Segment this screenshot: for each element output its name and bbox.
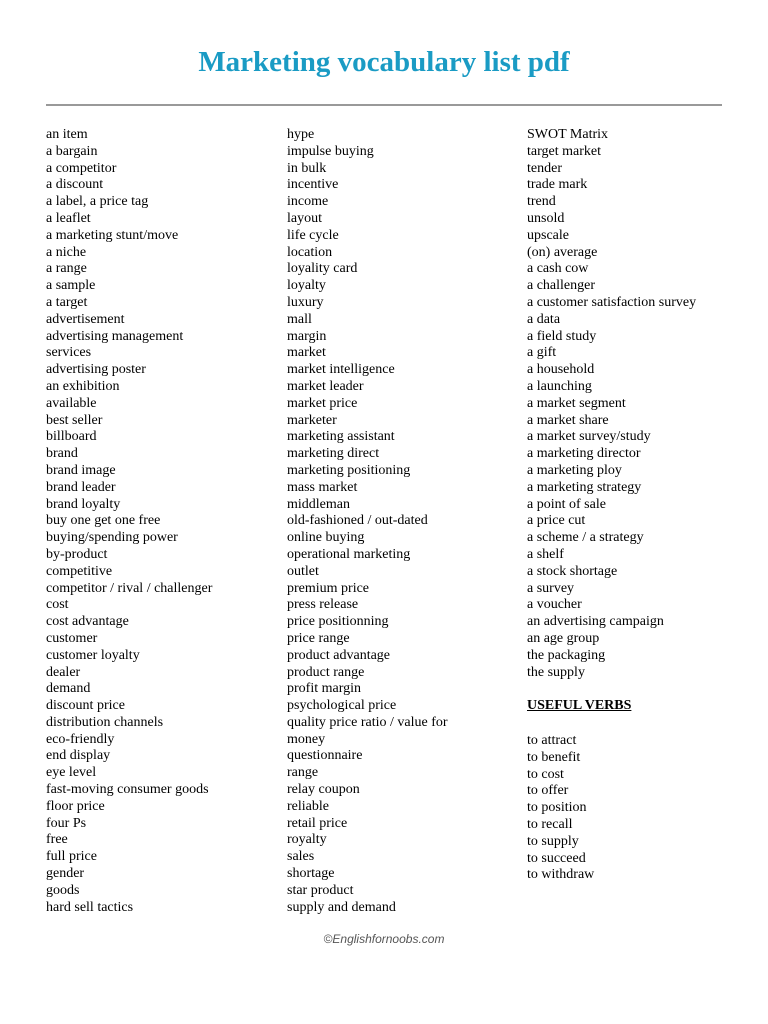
vocab-term: a market share	[527, 412, 609, 428]
vocab-term: range	[287, 765, 319, 781]
vocab-term: hard sell tactics	[46, 899, 134, 915]
vocab-term: star product	[287, 882, 354, 898]
vocab-term: marketing positioning	[287, 462, 411, 478]
vocab-term: tender	[527, 160, 562, 176]
vocab-term: in bulk	[287, 160, 327, 176]
vocab-term: market intelligence	[287, 362, 395, 378]
vocab-term: royalty	[287, 832, 327, 848]
vocab-term: luxury	[287, 294, 324, 310]
vocab-term: to benefit	[527, 749, 581, 765]
vocab-term: a range	[46, 261, 87, 277]
vocab-term: billboard	[46, 429, 97, 445]
vocab-term: online buying	[287, 530, 365, 546]
vocab-term: marketing direct	[287, 446, 380, 462]
vocab-term: a field study	[527, 328, 597, 344]
vocab-term: brand	[46, 446, 78, 462]
vocab-term: an exhibition	[46, 378, 120, 394]
vocab-term: market price	[287, 395, 358, 411]
vocab-term: income	[287, 194, 329, 210]
vocab-term: upscale	[527, 227, 569, 243]
vocab-term: product advantage	[287, 647, 391, 663]
vocab-term: impulse buying	[287, 143, 374, 159]
vocab-term: a point of sale	[527, 496, 606, 512]
vocab-term: buy one get one free	[46, 513, 161, 529]
vocab-term: a marketing ploy	[527, 462, 622, 478]
vocab-term: a marketing strategy	[527, 479, 642, 495]
vocab-term: questionnaire	[287, 748, 363, 764]
vocab-term: a household	[527, 362, 595, 378]
vocab-term: full price	[46, 849, 97, 865]
vocab-term: supply and demand	[287, 899, 396, 915]
vocab-term: to position	[527, 800, 587, 816]
vocab-term: an age group	[527, 630, 600, 646]
vocab-term: to succeed	[527, 850, 586, 866]
vocab-term: press release	[287, 597, 359, 613]
vocab-term: money	[287, 731, 326, 747]
vocab-term: a gift	[527, 345, 557, 361]
vocab-term: marketing assistant	[287, 429, 395, 445]
vocab-term: floor price	[46, 798, 105, 814]
vocab-term: four Ps	[46, 815, 87, 831]
vocab-term: product range	[287, 664, 365, 680]
vocab-term: market leader	[287, 378, 364, 394]
vocab-term: customer loyalty	[46, 647, 140, 663]
vocab-term: an advertising campaign	[527, 614, 664, 630]
vocab-term: target market	[527, 143, 601, 159]
vocab-term: SWOT Matrix	[527, 127, 609, 142]
copyright-footer: ©Englishfornoobs.com	[323, 932, 445, 946]
vocab-term: trade mark	[527, 177, 588, 193]
vocab-term: hype	[287, 127, 315, 142]
vocab-term: sales	[287, 849, 315, 865]
vocab-term: best seller	[46, 412, 103, 428]
vocab-term: reliable	[287, 798, 329, 814]
vocab-term: customer	[46, 630, 98, 646]
vocab-term: a marketing director	[527, 446, 641, 462]
vocab-term: a shelf	[527, 546, 564, 562]
vocab-term: a survey	[527, 580, 575, 596]
vocab-term: premium price	[287, 580, 370, 596]
vocab-term: the packaging	[527, 647, 606, 663]
vocab-term: eco-friendly	[46, 731, 115, 747]
vocab-term: life cycle	[287, 227, 339, 243]
vocab-term: price positionning	[287, 614, 389, 630]
vocab-term: a market segment	[527, 395, 626, 411]
vocab-term: a target	[46, 294, 88, 310]
vocab-term: loyality card	[287, 261, 358, 277]
vocab-term: a scheme / a strategy	[527, 530, 644, 546]
vocab-term: location	[287, 244, 333, 260]
vocab-term: a customer satisfaction survey	[527, 294, 697, 310]
vocab-term: the supply	[527, 664, 585, 680]
vocab-term: fast-moving consumer goods	[46, 782, 209, 798]
vocab-term: price range	[287, 630, 350, 646]
title-divider	[46, 104, 722, 106]
vocab-term: free	[46, 832, 68, 848]
vocab-term: margin	[287, 328, 327, 344]
vocab-term: an item	[46, 127, 88, 142]
vocab-term: market	[287, 345, 326, 361]
vocab-term: a launching	[527, 378, 592, 394]
vocab-term: a sample	[46, 278, 96, 294]
vocab-term: brand image	[46, 462, 116, 478]
vocab-term: incentive	[287, 177, 339, 193]
vocab-term: operational marketing	[287, 546, 411, 562]
vocab-term: a niche	[46, 244, 87, 260]
vocab-term: loyalty	[287, 278, 326, 294]
vocab-column-2	[287, 127, 517, 916]
vocab-term: demand	[46, 681, 91, 697]
vocab-term: (on) average	[527, 244, 598, 260]
vocab-term: advertisement	[46, 311, 125, 327]
vocab-term: goods	[46, 882, 80, 898]
vocab-term: dealer	[46, 664, 81, 680]
useful-verbs-list	[527, 733, 757, 884]
vocab-term: a data	[527, 311, 561, 327]
vocab-term: a cash cow	[527, 261, 589, 277]
vocab-term: trend	[527, 194, 556, 210]
vocab-term: by-product	[46, 546, 108, 562]
vocab-term: to offer	[527, 783, 569, 799]
vocab-term: available	[46, 395, 97, 411]
vocab-term: mall	[287, 311, 312, 327]
vocab-term: brand leader	[46, 479, 116, 495]
vocab-column-3	[527, 127, 757, 681]
vocab-term: a bargain	[46, 143, 98, 159]
vocab-column-1	[46, 127, 276, 916]
vocab-term: to attract	[527, 733, 577, 748]
vocab-term: a price cut	[527, 513, 586, 529]
vocab-term: to recall	[527, 816, 573, 832]
vocab-term: mass market	[287, 479, 358, 495]
vocab-term: to supply	[527, 833, 579, 849]
vocab-term: eye level	[46, 765, 97, 781]
vocab-term: a stock shortage	[527, 563, 618, 579]
vocab-term: a discount	[46, 177, 104, 193]
vocab-term: a marketing stunt/move	[46, 227, 179, 243]
vocab-term: a leaflet	[46, 210, 91, 226]
vocab-term: unsold	[527, 210, 565, 226]
vocab-term: a competitor	[46, 160, 117, 176]
vocab-term: a market survey/study	[527, 429, 651, 445]
vocab-term: psychological price	[287, 698, 397, 714]
page-title: Marketing vocabulary list pdf	[198, 46, 570, 78]
vocab-term: brand loyalty	[46, 496, 121, 512]
vocab-term: buying/spending power	[46, 530, 178, 546]
vocab-term: shortage	[287, 866, 335, 882]
vocab-term: a label, a price tag	[46, 194, 149, 210]
vocab-term: middleman	[287, 496, 350, 512]
vocab-term: end display	[46, 748, 111, 764]
vocab-term: outlet	[287, 563, 319, 579]
vocab-term: relay coupon	[287, 782, 360, 798]
vocab-term: layout	[287, 210, 322, 226]
vocab-term: to withdraw	[527, 867, 595, 883]
vocab-term: advertising poster	[46, 362, 146, 378]
useful-verbs-heading: USEFUL VERBS	[527, 698, 632, 713]
vocab-term: old-fashioned / out-dated	[287, 513, 428, 529]
vocab-term: quality price ratio / value for	[287, 714, 448, 730]
vocab-term: cost	[46, 597, 69, 613]
vocab-term: services	[46, 345, 92, 361]
vocab-term: competitive	[46, 563, 113, 579]
vocab-term: a challenger	[527, 278, 596, 294]
vocab-term: advertising management	[46, 328, 184, 344]
vocab-term: marketer	[287, 412, 337, 428]
vocab-term: a voucher	[527, 597, 582, 613]
vocab-term: to cost	[527, 766, 564, 782]
vocab-term: discount price	[46, 698, 125, 714]
vocab-term: distribution channels	[46, 714, 164, 730]
vocab-term: profit margin	[287, 681, 362, 697]
vocab-term: retail price	[287, 815, 348, 831]
vocab-term: competitor / rival / challenger	[46, 580, 213, 596]
vocab-term: cost advantage	[46, 614, 129, 630]
vocab-term: gender	[46, 866, 85, 882]
